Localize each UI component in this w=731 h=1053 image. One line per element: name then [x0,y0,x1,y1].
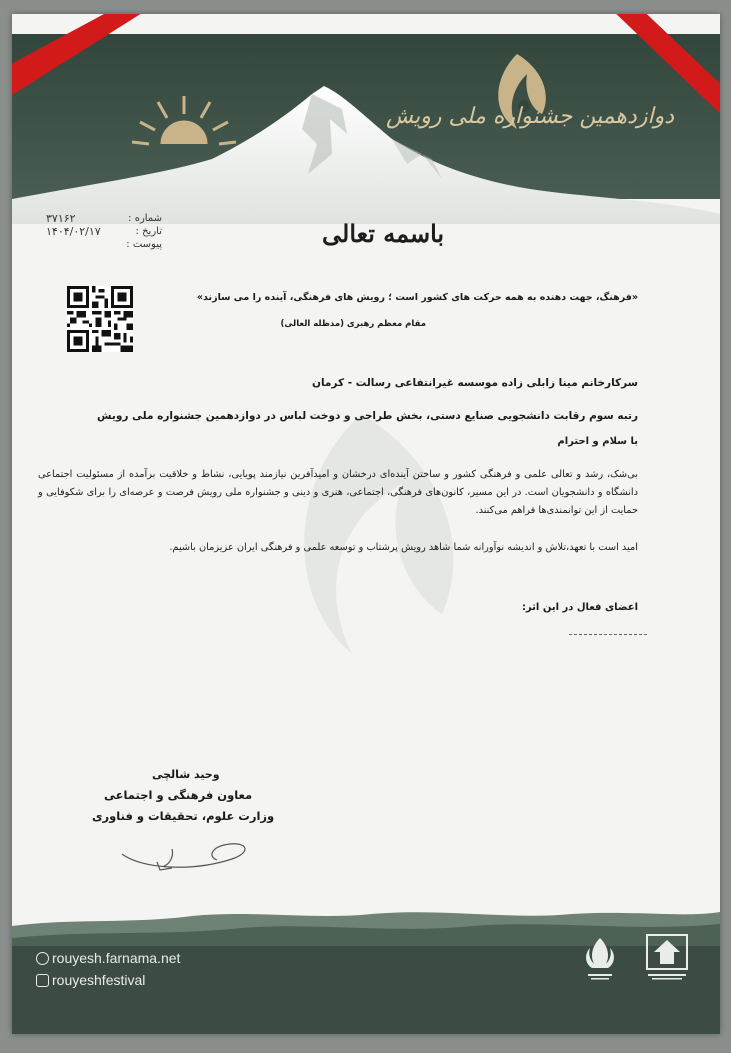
letter-metadata [46,212,162,251]
watermark-swirl [262,394,472,734]
festival-title: دوازدهمین جشنواره ملی رویش [386,104,674,129]
instagram-icon [36,974,49,987]
number-value: ۳۷۱۶۲ [46,212,76,225]
members-label: اعضای فعال در این اثر: [521,602,638,613]
left-red-ribbon [12,14,160,110]
greeting-line: با سلام و احترام [557,436,638,447]
globe-icon [36,952,49,965]
body-paragraph-1: بی‌شک، رشد و تعالی علمی و فرهنگی کشور و ساختن آینده‌ای درخشان و امیدآفرین نیازمند پویایی، نشاط و خلاقیت برآمده از مسئولیت اجتماعی دانشگاه و دانشجویان است. در این مسیر، کانون‌های فرهنگی، اجتماعی، هنری و دینی و جشنواره ملی رویش فرصت و عرصه‌ای را برای شکوفایی و حمایت از این توانمندی‌ها فراهم می‌کنند. [38,469,638,516]
date-value: ۱۴۰۴/۰۲/۱۷ [46,225,101,238]
signer-title-1: معاون فرهنگی و اجتماعی [104,788,253,802]
quote-text: «فرهنگ، جهت دهنده به همه حرکت های کشور است ؛ رویش های فرهنگی، آینده را می سازند» [196,292,638,303]
iran-emblem-icon [580,934,620,984]
bismillah-heading: باسمه تعالی [322,219,445,248]
website-text: rouyesh.farnama.net [52,950,181,966]
ministry-logo-icon [642,932,692,984]
website-link[interactable] [36,950,180,966]
certificate-page [12,14,720,1034]
instagram-text: rouyeshfestival [52,972,146,988]
right-red-ribbon [607,14,720,130]
quote-source: مقام معظم رهبری (مدظله العالی) [280,319,426,329]
rank-line: رتبه سوم رقابت دانشجویی صنایع دستی، بخش طراحی و دوخت لباس در دوازدهمین جشنواره ملی رویش [97,410,638,422]
signer-title-2: وزارت علوم، تحقیقات و فناوری [92,809,275,823]
attachment-label: پیوست : [126,239,162,250]
signer-name: وحید شالچی [152,768,220,781]
members-blank-line [569,634,647,635]
body-paragraph-2: امید است با تعهد،تلاش و اندیشه نوآورانه شما شاهد رویش پرشتاب و توسعه علمی و فرهنگی ایران عزیزمان باشیم. [169,542,638,553]
date-label: تاریخ : [135,226,162,237]
instagram-link[interactable] [36,972,145,988]
recipient-line: سرکارخانم مینا زابلی زاده موسسه غیرانتفاعی رسالت - کرمان [312,377,638,389]
number-label: شماره : [128,213,162,224]
handwritten-signature [112,814,262,874]
